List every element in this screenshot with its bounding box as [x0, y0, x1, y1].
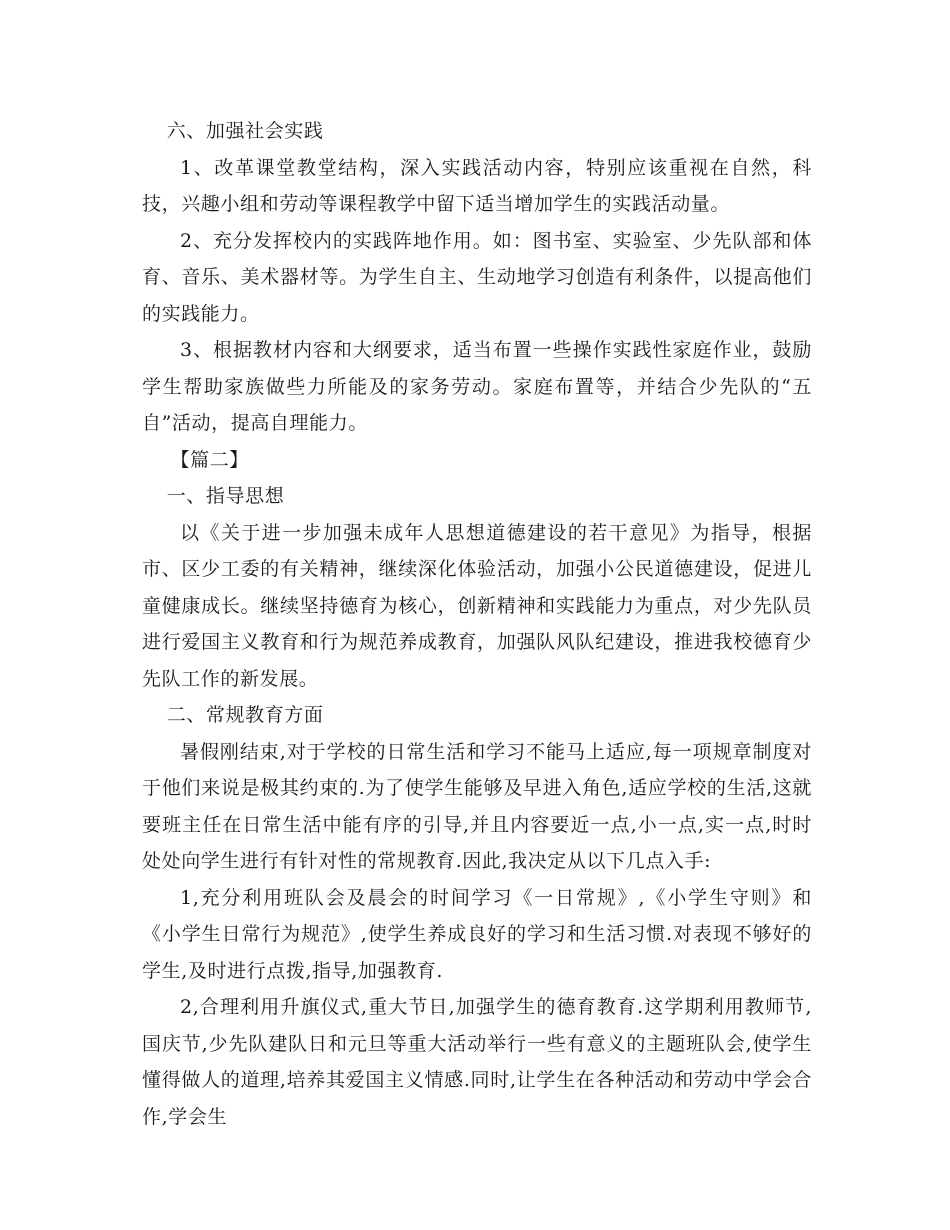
- section-title-part-two: 【篇二】: [170, 448, 249, 471]
- paragraph-routine-intro: 暑假刚结束,对于学校的日常生活和学习不能马上适应,每一项规章制度对于他们来说是极其约束的.为了使学生能够及早进入角色,适应学校的生活,这就要班主任在日常生活中能有序的引导,并且内容要近一点,小一点,实一点,时时处处向学生进行有针对性的常规教育.因此,我决定从以下几点入手:: [142, 740, 812, 872]
- heading-guiding-ideology: 一、指导思想: [166, 485, 285, 507]
- paragraph-practice-3: 3、根据教材内容和大纲要求，适当布置一些操作实践性家庭作业，鼓励学生帮助家族做些力所能及的家务劳动。家庭布置等，并结合少先队的“五自”活动，提高自理能力。: [142, 339, 812, 434]
- paragraph-practice-2: 2、充分发挥校内的实践阵地作用。如：图书室、实验室、少先队部和体育、音乐、美术器材等。为学生自主、生动地学习创造有利条件，以提高他们的实践能力。: [142, 229, 812, 325]
- paragraph-practice-1: 1、改革课堂教堂结构，深入实践活动内容，特别应该重视在自然，科技，兴趣小组和劳动等课程教学中留下适当增加学生的实践活动量。: [142, 156, 812, 215]
- paragraph-guiding-ideology: 以《关于进一步加强未成年人思想道德建设的若干意见》为指导，根据市、区少工委的有关精神，继续深化体验活动，加强小公民道德建设，促进儿童健康成长。继续坚持德育为核心，创新精神和实践能力为重点，对少先队员进行爱国主义教育和行为规范养成教育，加强队风队纪建设，推进我校德育少先队工作的新发展。: [142, 521, 812, 690]
- heading-social-practice: 六、加强社会实践: [166, 120, 324, 142]
- document-body: [142, 113, 812, 1135]
- heading-routine-education: 二、常规教育方面: [166, 704, 324, 726]
- paragraph-routine-2: 2,合理利用升旗仪式,重大节日,加强学生的德育教育.这学期利用教师节,国庆节,少先队建队日和元旦等重大活动举行一些有意义的主题班队会,使学生懂得做人的道理,培养其爱国主义情感.同时,让学生在各种活动和劳动中学会合作,学会生: [142, 996, 812, 1128]
- paragraph-routine-1: 1,充分利用班队会及晨会的时间学习《一日常规》,《小学生守则》和《小学生日常行为规范》,使学生养成良好的学习和生活习惯.对表现不够好的学生,及时进行点拨,指导,加强教育.: [142, 886, 812, 982]
